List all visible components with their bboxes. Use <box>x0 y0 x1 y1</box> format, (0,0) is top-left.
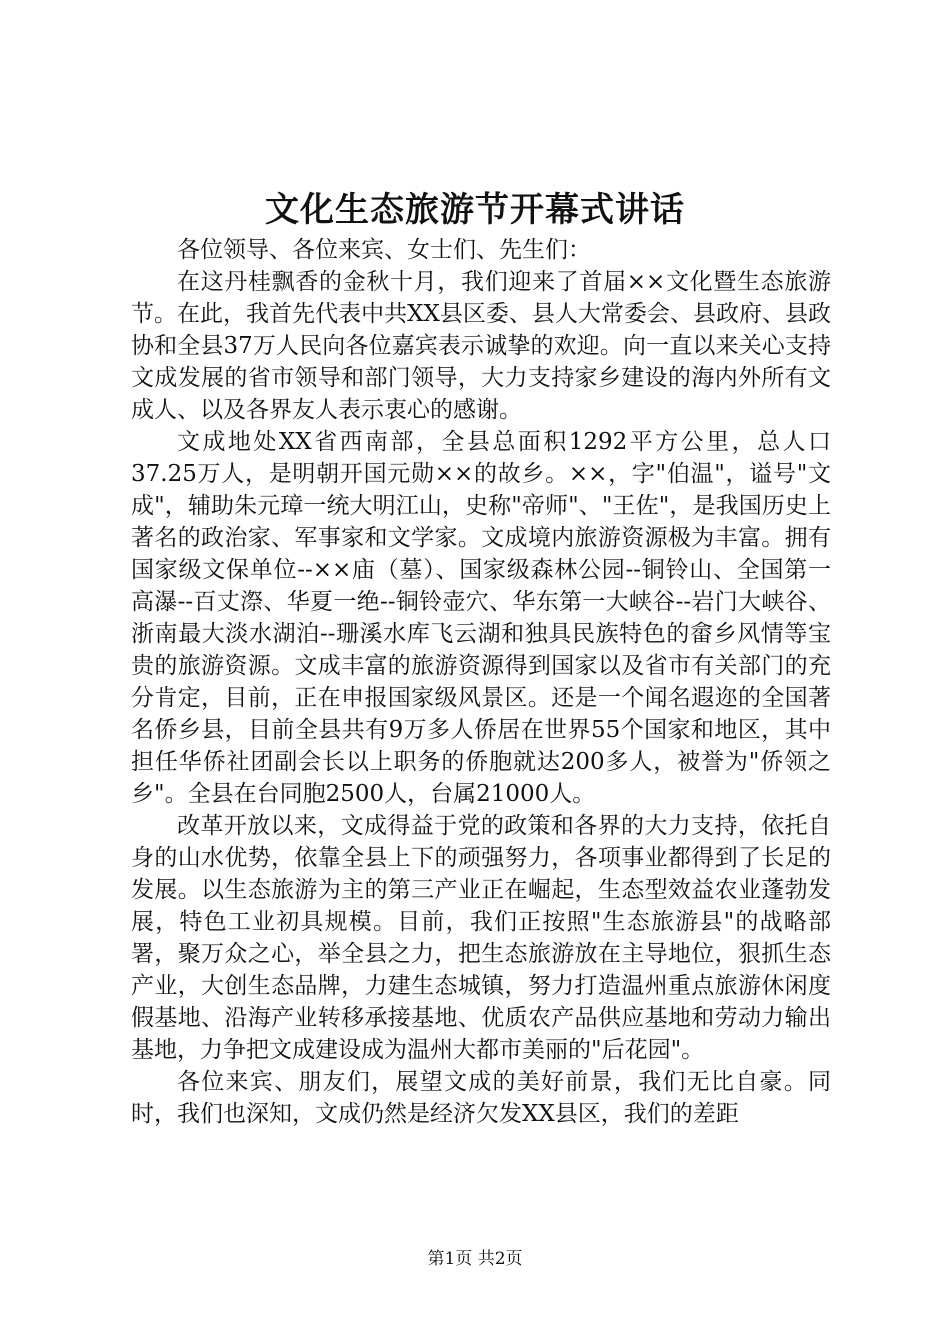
paragraph-welcome: 在这丹桂飘香的金秋十月，我们迎来了首届××文化暨生态旅游节。在此，我首先代表中共XX县区委、县人大常委会、县政府、县政协和全县37万人民向各位嘉宾表示诚挚的欢迎。向一直以来关心支持文成发展的省市领导和部门领导，大力支持家乡建设的海内外所有文成人、以及各界友人表示衷心的感谢。 <box>131 269 831 423</box>
page-number-footer: 第1页 共2页 <box>427 1249 523 1269</box>
paragraph-development: 改革开放以来，文成得益于党的政策和各界的大力支持，依托自身的山水优势，依靠全县上下的顽强努力，各项事业都得到了长足的发展。以生态旅游为主的第三产业正在崛起，生态型效益农业蓬勃发展，特色工业初具规模。目前，我们正按照"生态旅游县"的战略部署，聚万众之心，举全县之力，把生态旅游放在主导地位，狠抓生态产业，大创生态品牌，力建生态城镇，努力打造温州重点旅游休闲度假基地、沿海产业转移承接基地、优质农产品供应基地和劳动力输出基地，力争把文成建设成为温州大都市美丽的"后花园"。 <box>131 813 831 1063</box>
document-title: 文化生态旅游节开幕式讲话 <box>265 190 685 230</box>
document-body <box>131 234 831 1130</box>
paragraph-introduction: 文成地处XX省西南部，全县总面积1292平方公里，总人口37.25万人，是明朝开国元勋××的故乡。××，字"伯温"，谥号"文成"，辅助朱元璋一统大明江山，史称"帝师"、"王佐"，是我国历史上著名的政治家、军事家和文学家。文成境内旅游资源极为丰富。拥有国家级文保单位--××庙（墓）、国家级森林公园--铜铃山、全国第一高瀑--百丈漈、华夏一绝--铜铃壶穴、华东第一大峡谷--岩门大峡谷、浙南最大淡水湖泊--珊溪水库飞云湖和独具民族特色的畲乡风情等宝贵的旅游资源。文成丰富的旅游资源得到国家以及省市有关部门的充分肯定，目前，正在申报国家级风景区。还是一个闻名遐迩的全国著名侨乡县，目前全县共有9万多人侨居在世界55个国家和地区，其中担任华侨社团副会长以上职务的侨胞就达200多人，被誉为"侨领之乡"。全县在台同胞2500人，台属21000人。 <box>131 429 831 807</box>
paragraph-outlook: 各位来宾、朋友们，展望文成的美好前景，我们无比自豪。同时，我们也深知，文成仍然是经济欠发XX县区，我们的差距 <box>131 1069 831 1127</box>
salutation: 各位领导、各位来宾、女士们、先生们： <box>177 237 591 263</box>
